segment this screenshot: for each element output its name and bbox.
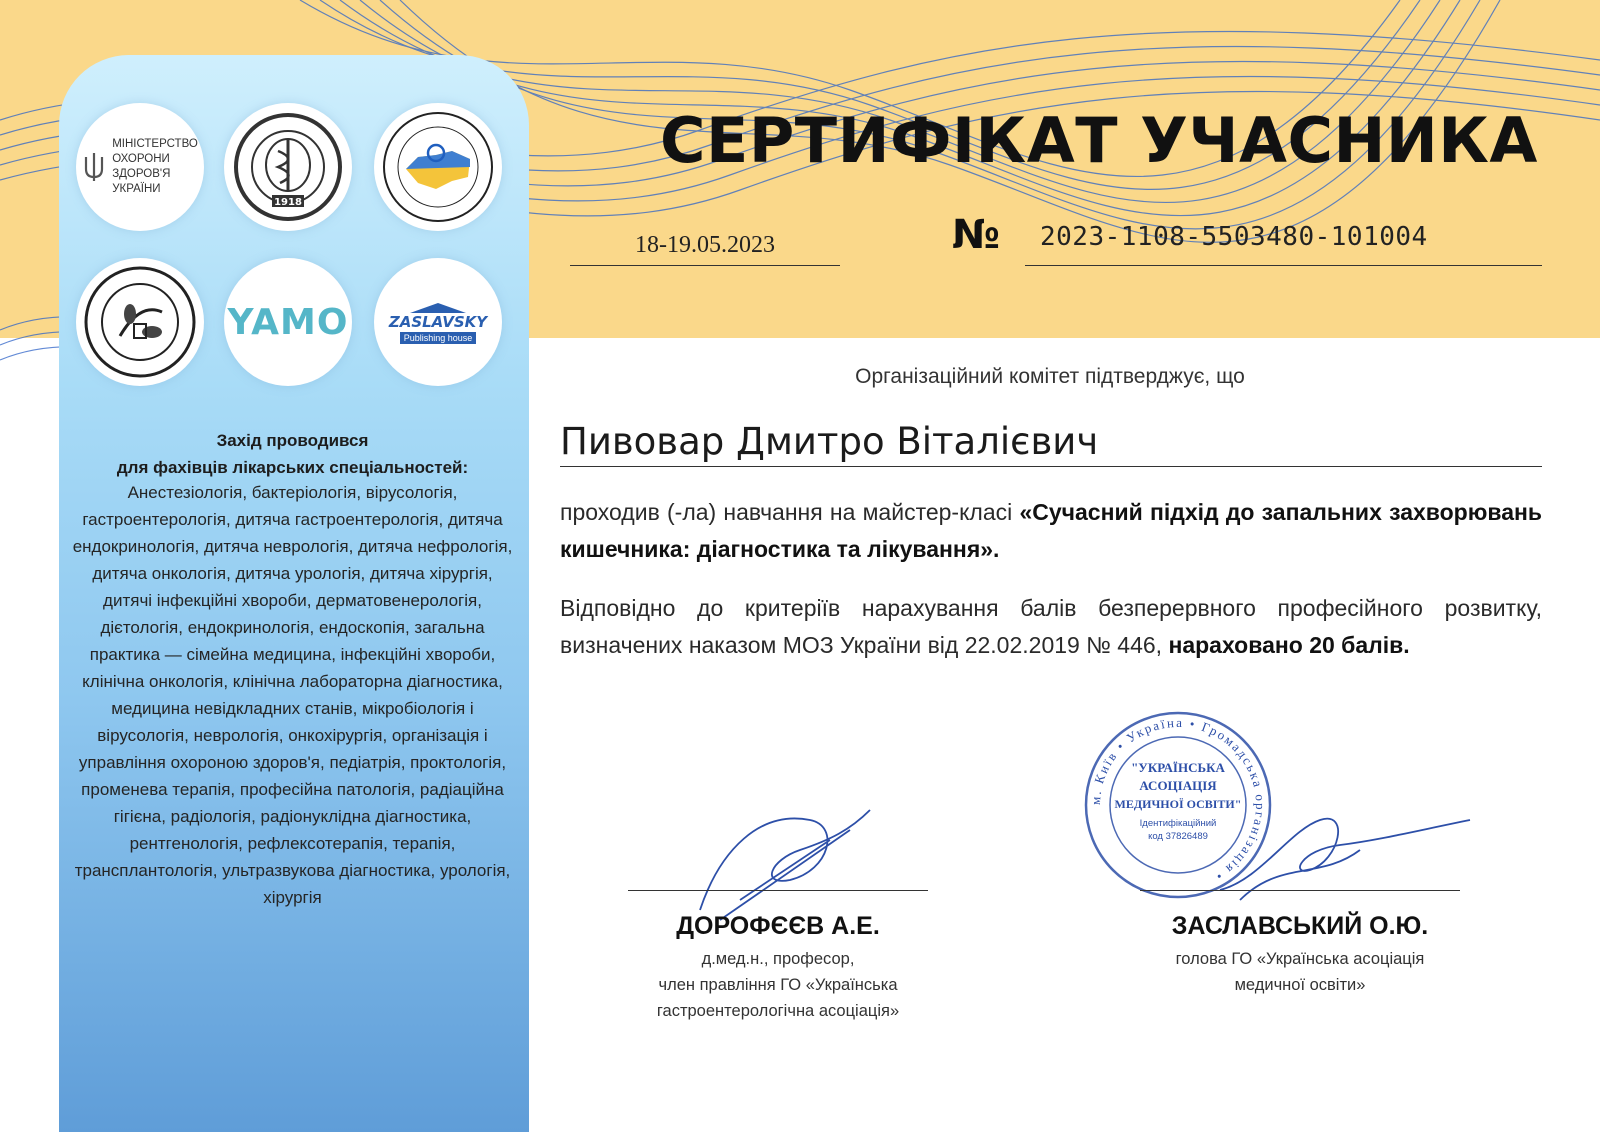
event-date: 18-19.05.2023 <box>635 232 775 258</box>
zaslavsky-logo-text: ZASLAVSKY <box>388 312 488 331</box>
signer-role-1: д.мед.н., професор, член правління ГО «Українська гастроентерологічна асоціація» <box>656 950 900 1020</box>
date-underline <box>570 265 840 266</box>
number-sign: № <box>952 212 1001 258</box>
moz-ukraine-logo <box>76 103 204 231</box>
svg-text:"УКРАЇНСЬКА: "УКРАЇНСЬКА <box>1131 760 1225 775</box>
course-paragraph <box>560 494 1542 568</box>
signer-name-1: ДОРОФЄЄВ А.Е. <box>676 912 880 940</box>
signature-line-1 <box>628 890 928 891</box>
yamo-logo-text: YAMO <box>227 301 349 343</box>
signature-dorofeev <box>680 790 900 930</box>
university-logo <box>224 103 352 231</box>
points-text: Відповідно до критеріїв нарахування балів безперервного професійного розвитку, визначених наказом МОЗ України від 22.02.2019 № 446, <box>560 595 1542 658</box>
svg-text:код 37826489: код 37826489 <box>1148 831 1208 842</box>
trident-icon <box>82 151 106 183</box>
dietology-emblem-icon <box>80 262 200 382</box>
dietology-association-logo <box>76 258 204 386</box>
name-underline <box>560 466 1542 467</box>
moz-logo-text: МІНІСТЕРСТВО ОХОРОНИ ЗДОРОВ'Я УКРАЇНИ <box>112 138 198 195</box>
specialties-heading: Захід проводився для фахівців лікарських спеціальностей: <box>116 431 469 477</box>
ukraine-map-icon <box>378 107 498 227</box>
specialties-list: Анестезіологія, бактеріологія, вірусологія, гастроентерологія, дитяча гастроентерологія, дитяча ендокринологія, дитяча неврологія, дитяча нефрологія, дитяча онкологія, дитяча урологія, дитяча хірургія, дитячі інфекційні хвороби, дерматовенерологія, дієтологія, ендокринологія, ендоскопія, загальна практика — сімейна медицина, інфекційні хвороби, клінічна онкологія, клінічна лабораторна діагностика, медицина невідкладних станів, мікробіологія і вірусологія, неврологія, онкохірургія, організація і управління охороною здоров'я, педіатрія, проктологія, променева терапія, професійна патологія, радіаційна гігієна, радіологія, радіонуклідна діагностика, рентгенологія, рефлексотерапія, терапія, трансплантологія, ультразвукова діагностика, урологія, хірургія <box>72 483 513 907</box>
svg-text:АСОЦІАЦІЯ: АСОЦІАЦІЯ <box>1139 778 1217 793</box>
university-emblem-icon <box>228 107 348 227</box>
signer-name-2: ЗАСЛАВСЬКИЙ О.Ю. <box>1171 912 1429 940</box>
yamo-logo <box>224 258 352 386</box>
points-awarded: нараховано 20 балів. <box>1168 632 1410 658</box>
signature-zaslavsky <box>1200 790 1490 910</box>
course-title: «Сучасний підхід до запальних захворювань кишечника: діагностика та лікування». <box>560 499 1543 562</box>
svg-text:1918: 1918 <box>274 197 302 208</box>
signer-role-2: голова ГО «Українська асоціація медичної освіти» <box>1175 950 1425 994</box>
svg-text:МЕДИЧНОЇ ОСВІТИ": МЕДИЧНОЇ ОСВІТИ" <box>1114 797 1242 811</box>
certificate-title: СЕРТИФІКАТ УЧАСНИКА <box>660 104 1538 177</box>
certificate-number: 2023-1108-5503480-101004 <box>1040 222 1428 252</box>
confirm-text: Організаційний комітет підтверджує, що <box>855 365 1245 388</box>
svg-text:м. Київ • Україна • Громадська: м. Київ • Україна • Громадська організація • <box>1087 714 1269 886</box>
roof-icon <box>408 301 468 313</box>
svg-text:Ідентифікаційний: Ідентифікаційний <box>1139 818 1217 829</box>
number-underline <box>1025 265 1542 266</box>
points-paragraph <box>560 590 1542 664</box>
participant-name: Пивовар Дмитро Віталієвич <box>560 420 1099 463</box>
gastroenterological-association-logo <box>374 103 502 231</box>
zaslavsky-logo-sub: Publishing house <box>400 332 477 344</box>
zaslavsky-publishing-logo <box>374 258 502 386</box>
signature-line-2 <box>1140 890 1460 891</box>
course-intro: проходив (-ла) навчання на майстер-класі <box>560 499 1013 525</box>
